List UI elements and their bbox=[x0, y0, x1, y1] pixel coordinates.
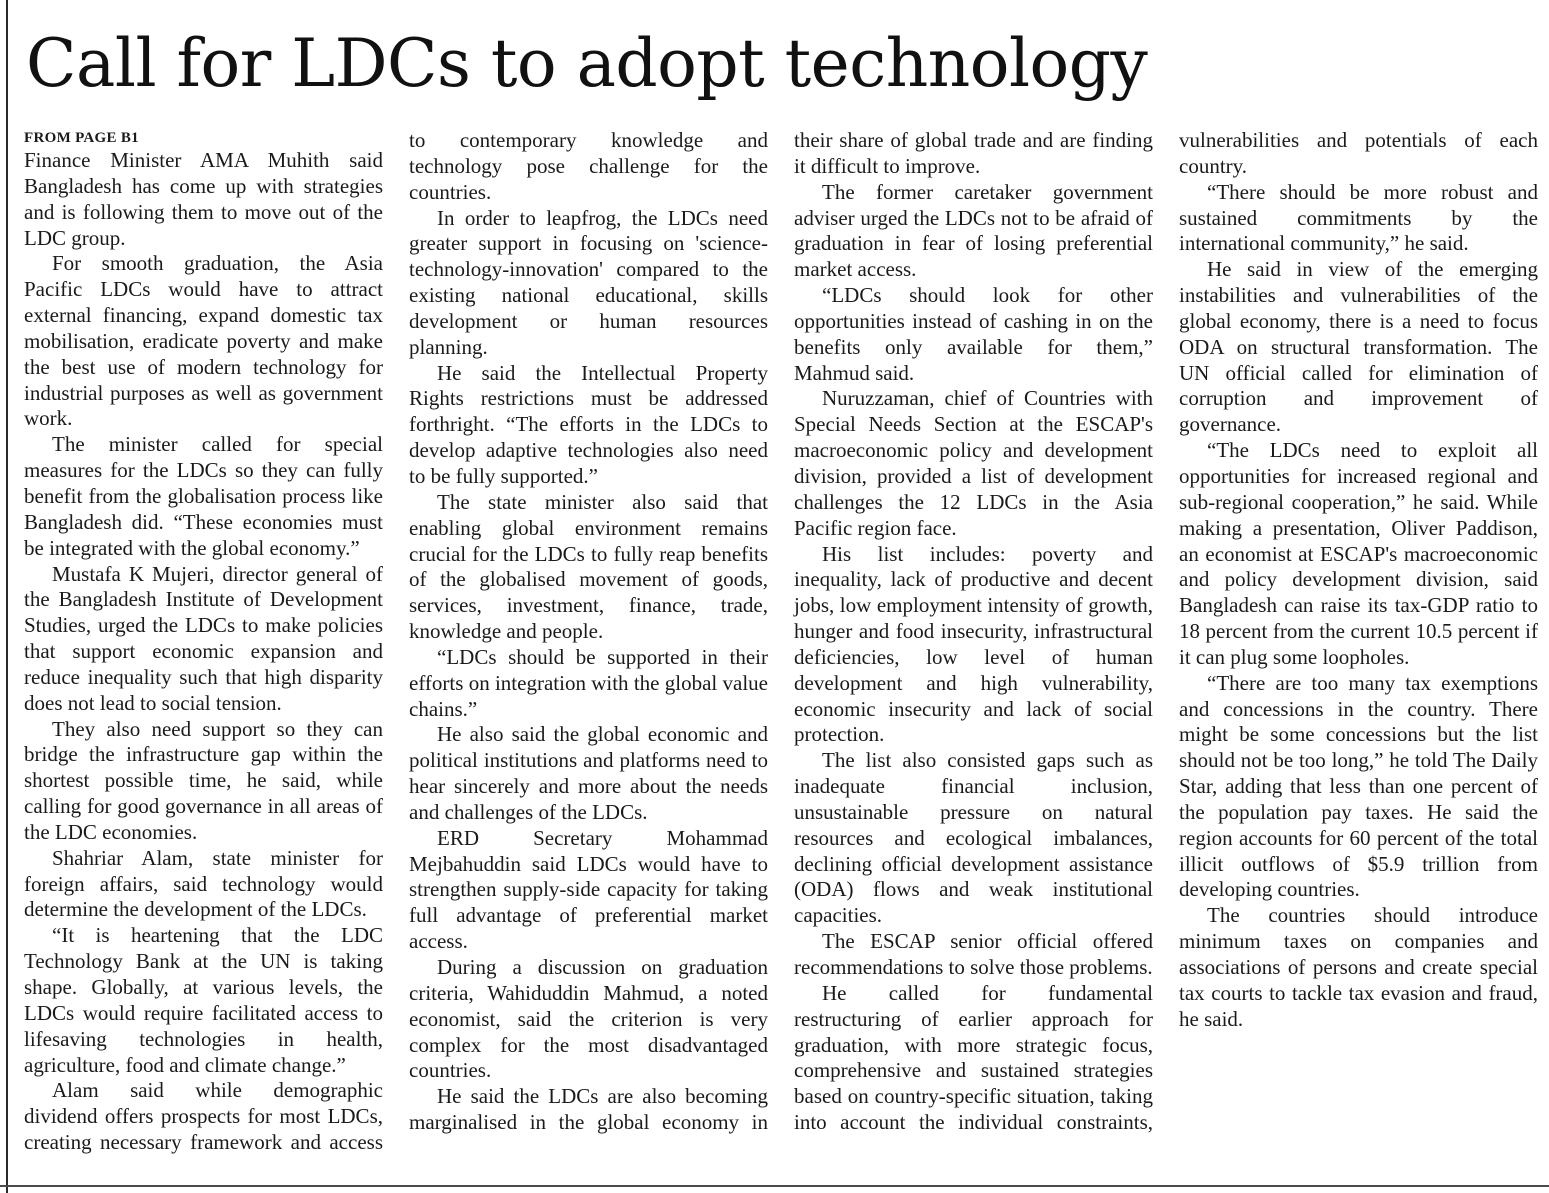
article-paragraph: “There are too many tax exemptions and concessions in the country. There might be some concessions but the list should not be too long,” he told The Daily Star, adding that less than one percent of the population pay taxes. He said the region accounts for 60 percent of the total illicit outflows of $5.9 trillion from developing countries. bbox=[1179, 670, 1538, 902]
article-paragraph: He also said the global economic and political institutions and platforms need to hear sincerely and more about the needs and challenges of the LDCs. bbox=[409, 722, 768, 824]
article-paragraph: He said in view of the emerging instabilities and vulnerabilities of the global economy, there is a need to focus ODA on structural transformation. The UN official called for elimination of corruption and improvement of governance. bbox=[1179, 257, 1538, 437]
article-paragraph: In order to leapfrog, the LDCs need greater support in focusing on 'science-technology-innovation' compared to the existing national educational, skills development or human resources planning. bbox=[409, 205, 768, 359]
article-paragraph: The former caretaker government adviser urged the LDCs not to be afraid of graduation in fear of losing preferential market access. bbox=[794, 179, 1153, 282]
headline: Call for LDCs to adopt technology bbox=[26, 25, 1148, 102]
article-paragraph: Mustafa K Mujeri, director general of the Bangladesh Institute of Development Studies, urged the LDCs to make policies that support economic expansion and reduce inequality such that high disparity does not lead to social tension. bbox=[24, 561, 383, 715]
article-paragraph: The state minister also said that enabling global environment remains crucial for the LDCs to fully reap benefits of the globalised movement of goods, services, investment, finance, trade, knowledge and people. bbox=[409, 489, 768, 644]
article-paragraph: “It is heartening that the LDC Technology Bank at the UN is taking shape. Globally, at various levels, the LDCs would require facilitated access to lifesaving technologies in health, agriculture, food and climate change.” bbox=[24, 923, 383, 1077]
left-column-rule bbox=[6, 0, 8, 1193]
article-paragraph: During a discussion on graduation criteria, Wahiduddin Mahmud, a noted economist, said the criterion is very complex for the most disadvantaged countries. bbox=[409, 955, 768, 1083]
article-paragraph: Shahriar Alam, state minister for foreign affairs, said technology would determine the development of the LDCs. bbox=[24, 845, 383, 922]
article-paragraph: Finance Minister AMA Muhith said Bangladesh has come up with strategies and is following them to move out of the LDC group. bbox=[24, 148, 383, 250]
article-paragraph: “LDCs should be supported in their efforts on integration with the global value chains.” bbox=[409, 644, 768, 721]
article-paragraph: “The LDCs need to exploit all opportunities for increased regional and sub-regional cooperation,” he said. While making a presentation, Oliver Paddison, an economist at ESCAP's macroeconomic and policy development division, said Bangladesh can raise its tax-GDP ratio to 18 percent from the current 10.5 percent if it can plug some loopholes. bbox=[1179, 438, 1538, 669]
article-paragraph: He called for fundamental restructuring of earlier approach for graduation, with more strategic focus, comprehensive and sustained strategies based on country-specific situation, taking into account the individual constraints, vulnerabilities and potentials of each country. bbox=[794, 128, 1538, 1135]
bottom-page-rule bbox=[0, 1185, 1549, 1187]
article-body bbox=[24, 128, 1538, 1168]
article-paragraph: For smooth graduation, the Asia Pacific LDCs would have to attract external financing, expand domestic tax mobilisation, eradicate poverty and make the best use of modern technology for industrial purposes as well as government work. bbox=[24, 251, 383, 431]
article-paragraph: He said the LDCs are also becoming marginalised in the global economy in their share of global trade and are finding it difficult to improve. bbox=[409, 128, 1153, 1135]
article-paragraph: The list also consisted gaps such as inadequate financial inclusion, unsustainable pressure on natural resources and ecological imbalances, declining official development assistance (ODA) flows and weak institutional capacities. bbox=[794, 748, 1153, 928]
article-paragraph: They also need support so they can bridge the infrastructure gap within the shortest possible time, he said, while calling for good governance in all areas of the LDC economies. bbox=[24, 716, 383, 844]
article-paragraph: His list includes: poverty and inequality, lack of productive and decent jobs, low employment intensity of growth, hunger and food insecurity, infrastructural deficiencies, low level of human development and high vulnerability, economic insecurity and lack of social protection. bbox=[794, 541, 1153, 747]
article-paragraph: ERD Secretary Mohammad Mejbahuddin said LDCs would have to strengthen supply-side capacity for taking full advantage of preferential market access. bbox=[409, 825, 768, 954]
article-paragraph: The ESCAP senior official offered recommendations to solve those problems. bbox=[794, 929, 1153, 979]
article-paragraph: Alam said while demographic dividend offers prospects for most LDCs, creating necessary framework and access to contemporary knowledge and technology pose challenge for the countries. bbox=[24, 128, 768, 1155]
article-paragraph: He said the Intellectual Property Rights restrictions must be addressed forthright. “The efforts in the LDCs to develop adaptive technologies also need to be fully supported.” bbox=[409, 360, 768, 488]
article-paragraph: Nuruzzaman, chief of Countries with Special Needs Section at the ESCAP's macroeconomic policy and development division, provided a list of development challenges the 12 LDCs in the Asia Pacific region face. bbox=[794, 386, 1153, 540]
article-paragraph: “LDCs should look for other opportunities instead of cashing in on the benefits only available for them,” Mahmud said. bbox=[794, 283, 1153, 385]
continued-from-label: FROM PAGE B1 bbox=[24, 130, 139, 146]
article-paragraph: The countries should introduce minimum taxes on companies and associations of persons and create special tax courts to tackle tax evasion and fraud, he said. bbox=[1179, 903, 1538, 1031]
article-paragraph: The minister called for special measures for the LDCs so they can fully benefit from the globalisation process like Bangladesh did. “These economies must be integrated with the global economy.” bbox=[24, 432, 383, 560]
article-paragraph: “There should be more robust and sustained commitments by the international community,” he said. bbox=[1179, 179, 1538, 256]
